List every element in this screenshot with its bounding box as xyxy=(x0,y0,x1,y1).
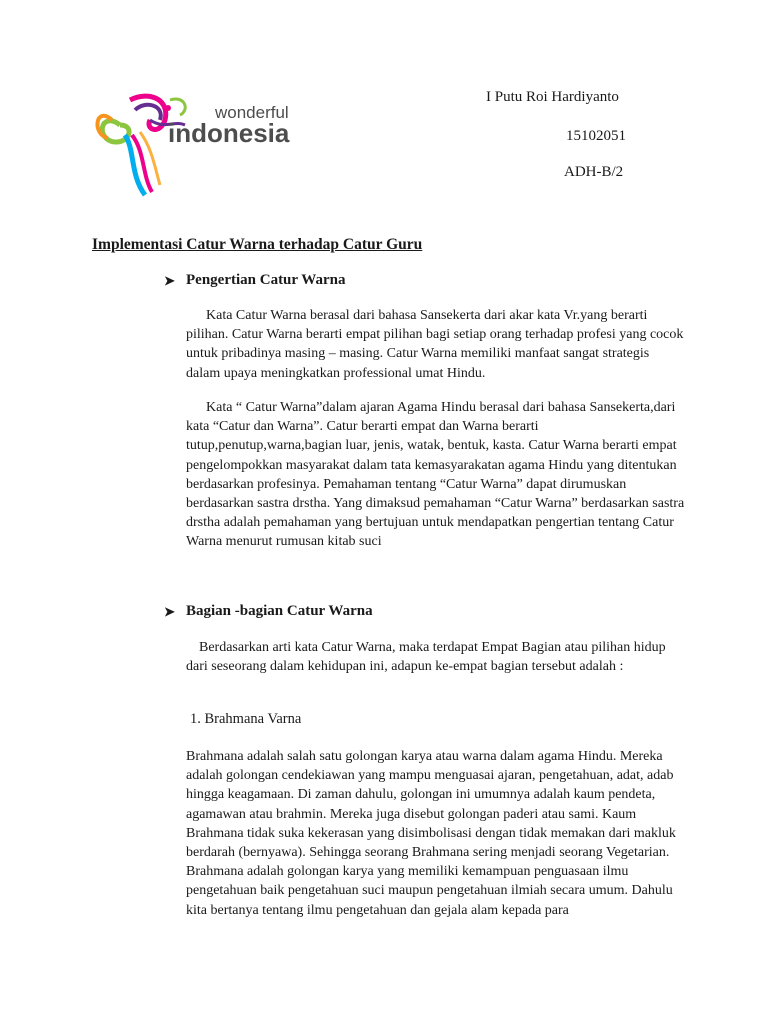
garuda-bird-icon xyxy=(90,80,315,200)
paragraph: Berdasarkan arti kata Catur Warna, maka terdapat Empat Bagian atau pilihan hidup dari seseorang dalam kehidupan ini, adapun ke-empat bagian tersebut adalah : xyxy=(186,640,666,675)
section-heading-label: Pengertian Catur Warna xyxy=(186,272,346,288)
author-class: ADH-B/2 xyxy=(564,164,624,180)
section-heading-bagian xyxy=(164,603,373,620)
author-name: I Putu Roi Hardiyanto xyxy=(486,89,619,105)
arrow-bullet-icon: ➤ xyxy=(164,272,175,288)
paragraph: Kata Catur Warna berasal dari bahasa Sansekerta dari akar kata Vr.yang berarti pilihan. Catur Warna berarti empat pilihan bagi setiap orang terhadap profesi yang cocok untuk pribadinya masing – masing. Catur Warna memiliki manfaat sangat strategis dalam upaya meningkatkan professional umat Hindu. xyxy=(186,308,684,381)
logo-small-text: wonderful xyxy=(215,103,289,122)
paragraph: Kata “ Catur Warna”dalam ajaran Agama Hindu berasal dari bahasa Sansekerta,dari kata “Catur dan Warna”. Catur berarti empat dan Warna berarti tutup,penutup,warna,bagian luar, jenis, watak, bentuk, kasta. Catur Warna berarti empat pengelompokkan masyarakat dalam tata kemasyarakatan agama Hindu yang ditentukan berdasarkan profesinya. Pemahaman tentang “Catur Warna” dapat dirumuskan berdasarkan sastra drstha. Yang dimaksud pemahaman “Catur Warna” berdasarkan sastra drstha adalah pemahaman yang bertujuan untuk mendapatkan pengertian tentang Catur Warna menurut rumusan kitab suci xyxy=(186,400,685,550)
arrow-bullet-icon: ➤ xyxy=(164,603,175,619)
logo-big-text: indonesia xyxy=(168,118,290,148)
section-heading-label: Bagian -bagian Catur Warna xyxy=(186,603,373,619)
section-heading-pengertian xyxy=(164,272,345,289)
list-item-brahmana: 1. Brahmana Varna xyxy=(190,711,302,727)
document-title: Implementasi Catur Warna terhadap Catur Guru xyxy=(92,236,423,253)
wonderful-indonesia-logo xyxy=(90,80,315,200)
author-id: 15102051 xyxy=(566,128,626,144)
paragraph: Brahmana adalah salah satu golongan karya atau warna dalam agama Hindu. Mereka adalah golongan cendekiawan yang mampu menguasai ajaran, pengetahuan, adat, adab hingga keagamaan. Di zaman dahulu, golongan ini umumnya adalah kaum pendeta, agamawan atau brahmin. Mereka juga disebut golongan paderi atau sami. Kaum Brahmana tidak suka kekerasan yang disimbolisasi dengan tidak memakan dari makluk berdarah (bernyawa). Sehingga seorang Brahmana sering menjadi seorang Vegetarian. Brahmana adalah golongan karya yang memiliki kemampuan penguasaan ilmu pengetahuan baik pengetahuan suci maupun pengetahuan ilmiah secara umum. Dahulu kita bertanya tentang ilmu pengetahuan dan gejala alam kepada para xyxy=(186,749,676,918)
